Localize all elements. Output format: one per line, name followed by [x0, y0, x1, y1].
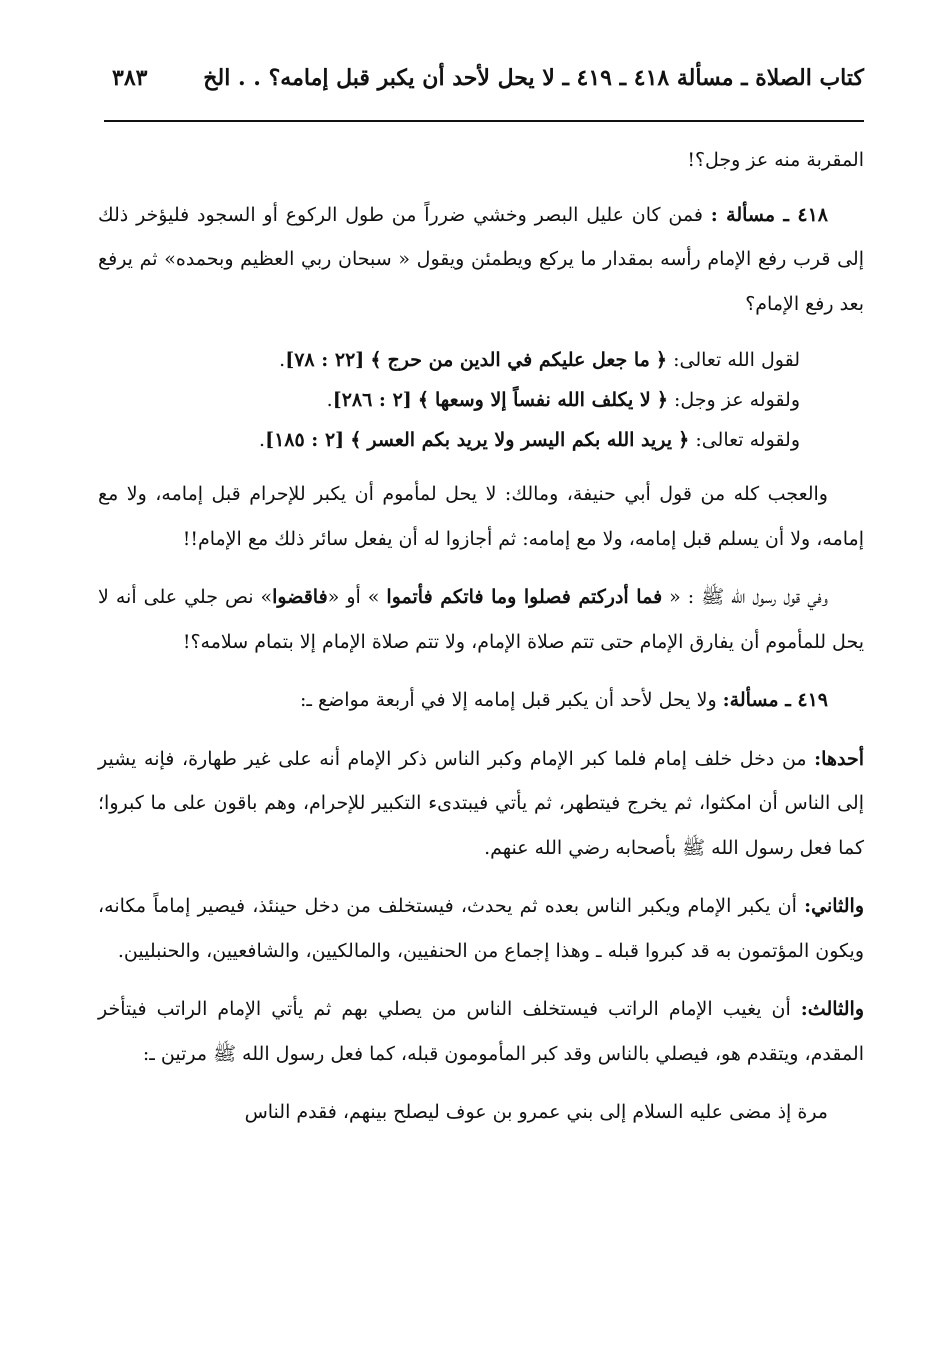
- quran-citations: [98, 340, 864, 460]
- paragraph-text: ولا يحل لأحد أن يكبر قبل إمامه إلا في أربعة مواضع ـ:: [300, 689, 717, 711]
- paragraph-text: فمن كان عليل البصر وخشي ضرراً من طول الركوع أو السجود فليؤخر ذلك إلى قرب رفع الإمام رأسه بمقدار ما يركع ويطمئن ويقول « سبحان ربي العظيم وبحمده» ثم يرفع بعد رفع الإمام؟: [98, 203, 864, 315]
- narration-paragraph: [98, 1090, 864, 1135]
- verse-intro: ولقوله عز وجل:: [674, 389, 800, 411]
- verse-reference: [٢ : ١٨٥]: [265, 429, 345, 451]
- verse-reference: [٢ : ٢٨٦]: [332, 389, 412, 411]
- verse-intro: لقول الله تعالى:: [673, 349, 800, 371]
- ornate-bracket-open: ﴿: [656, 389, 668, 411]
- case-label: والثالث:: [800, 998, 865, 1020]
- ornate-bracket-open: ﴿: [655, 349, 668, 371]
- verse-text: لا يكلف الله نفساً إلا وسعها: [435, 389, 651, 411]
- verse-line: [98, 340, 800, 380]
- issue-label: ٤١٨ ـ مسألة :: [710, 203, 828, 226]
- paragraph-text: من دخل خلف إمام فلما كبر الإمام وكبر الناس ذكر الإمام أنه على غير طهارة، فإنه يشير إلى الناس أن امكثوا، ثم يخرج فيتطهر، ثم يأتي فيبتدىء التكبير للإحرام، وهم باقون على ما كبروا؛ كما فعل رسول الله ﷺ بأصحابه رضي الله عنهم.: [98, 747, 864, 859]
- paragraph-text: والعجب كله من قول أبي حنيفة، ومالك: لا يحل لمأموم أن يكبر للإحرام قبل إمامه، ولا مع إمامه، ولا أن يسلم قبل إمامه، ولا مع إمامه: ثم أجازوا له أن يفعل سائر ذلك مع الإمام!!: [98, 483, 864, 550]
- paragraph-text: مرة إذ مضى عليه السلام إلى بني عمرو بن عوف ليصلح بينهم، فقدم الناس: [244, 1101, 828, 1123]
- issue-label: ٤١٩ ـ مسألة:: [722, 689, 828, 711]
- case-label: أحدها:: [814, 747, 864, 770]
- page-number: ٣٨٣: [112, 65, 148, 91]
- case-three-paragraph: [98, 987, 864, 1076]
- verse-end: .: [326, 389, 333, 411]
- ornate-bracket-close: ﴾: [417, 389, 429, 411]
- issue-419-paragraph: [98, 678, 864, 723]
- verse-text: ما جعل عليكم في الدين من حرج: [387, 349, 650, 371]
- paragraph-text: أن يغيب الإمام الراتب فيستخلف الناس من يصلي بهم ثم يأتي الإمام الراتب فيتأخر المقدم، ويتقدم هو، فيصلي بالناس وقد كبر المأمومون قبله، كما فعل رسول الله ﷺ مرتين ـ:: [98, 998, 864, 1065]
- hadith-quote-mid: » أو «: [327, 586, 380, 608]
- paragraph-text: المقربة منه عز وجل؟!: [687, 149, 864, 171]
- paragraph-text: أن يكبر الإمام ويكبر الناس بعده ثم يحدث، فيستخلف من دخل حينئذ، فيصير إماماً مكانه، ويكون المؤتمون به قد كبروا قبله ـ وهذا إجماع من الحنفيين، والمالكيين، والشافعيين، والحنبليين.: [98, 895, 864, 962]
- verse-end: .: [259, 429, 266, 451]
- ornate-bracket-close: ﴾: [350, 429, 362, 451]
- header-title: كتاب الصلاة ـ مسألة ٤١٨ ـ ٤١٩ ـ لا يحل لأحد أن يكبر قبل إمامه؟ . . الخ: [203, 65, 864, 91]
- verse-line: [98, 420, 800, 460]
- paragraph-continuation: [98, 138, 864, 183]
- running-header: [112, 50, 864, 106]
- verse-reference: [٢٢ : ٧٨]: [285, 349, 365, 371]
- issue-418-paragraph: [98, 193, 864, 327]
- case-two-paragraph: [98, 884, 864, 973]
- header-divider: [104, 120, 864, 122]
- hadith-alt-wording: فاقضوا: [272, 586, 328, 608]
- hadith-paragraph: [98, 575, 864, 664]
- case-label: والثاني:: [804, 895, 864, 917]
- verse-end: .: [279, 349, 286, 371]
- verse-text: يريد الله بكم اليسر ولا يريد بكم العسر: [367, 429, 673, 451]
- case-one-paragraph: [98, 737, 864, 871]
- hadith-text: فما أدركتم فصلوا وما فاتكم فأتموا: [386, 586, 663, 608]
- hadith-intro: وفي قول رسول الله ﷺ : «: [669, 586, 829, 608]
- verse-intro: ولقوله تعالى:: [695, 429, 800, 451]
- paragraph-text: » نص جلي على أنه لا يحل للمأموم أن يفارق الإمام حتى تتم صلاة الإمام، ولا تتم صلاة الإمام إلا بتمام سلامه؟!: [98, 586, 864, 653]
- critique-paragraph: [98, 472, 864, 561]
- ornate-bracket-open: ﴿: [678, 429, 690, 451]
- main-text: [98, 138, 864, 1149]
- ornate-bracket-close: ﴾: [370, 349, 382, 371]
- verse-line: [98, 380, 800, 420]
